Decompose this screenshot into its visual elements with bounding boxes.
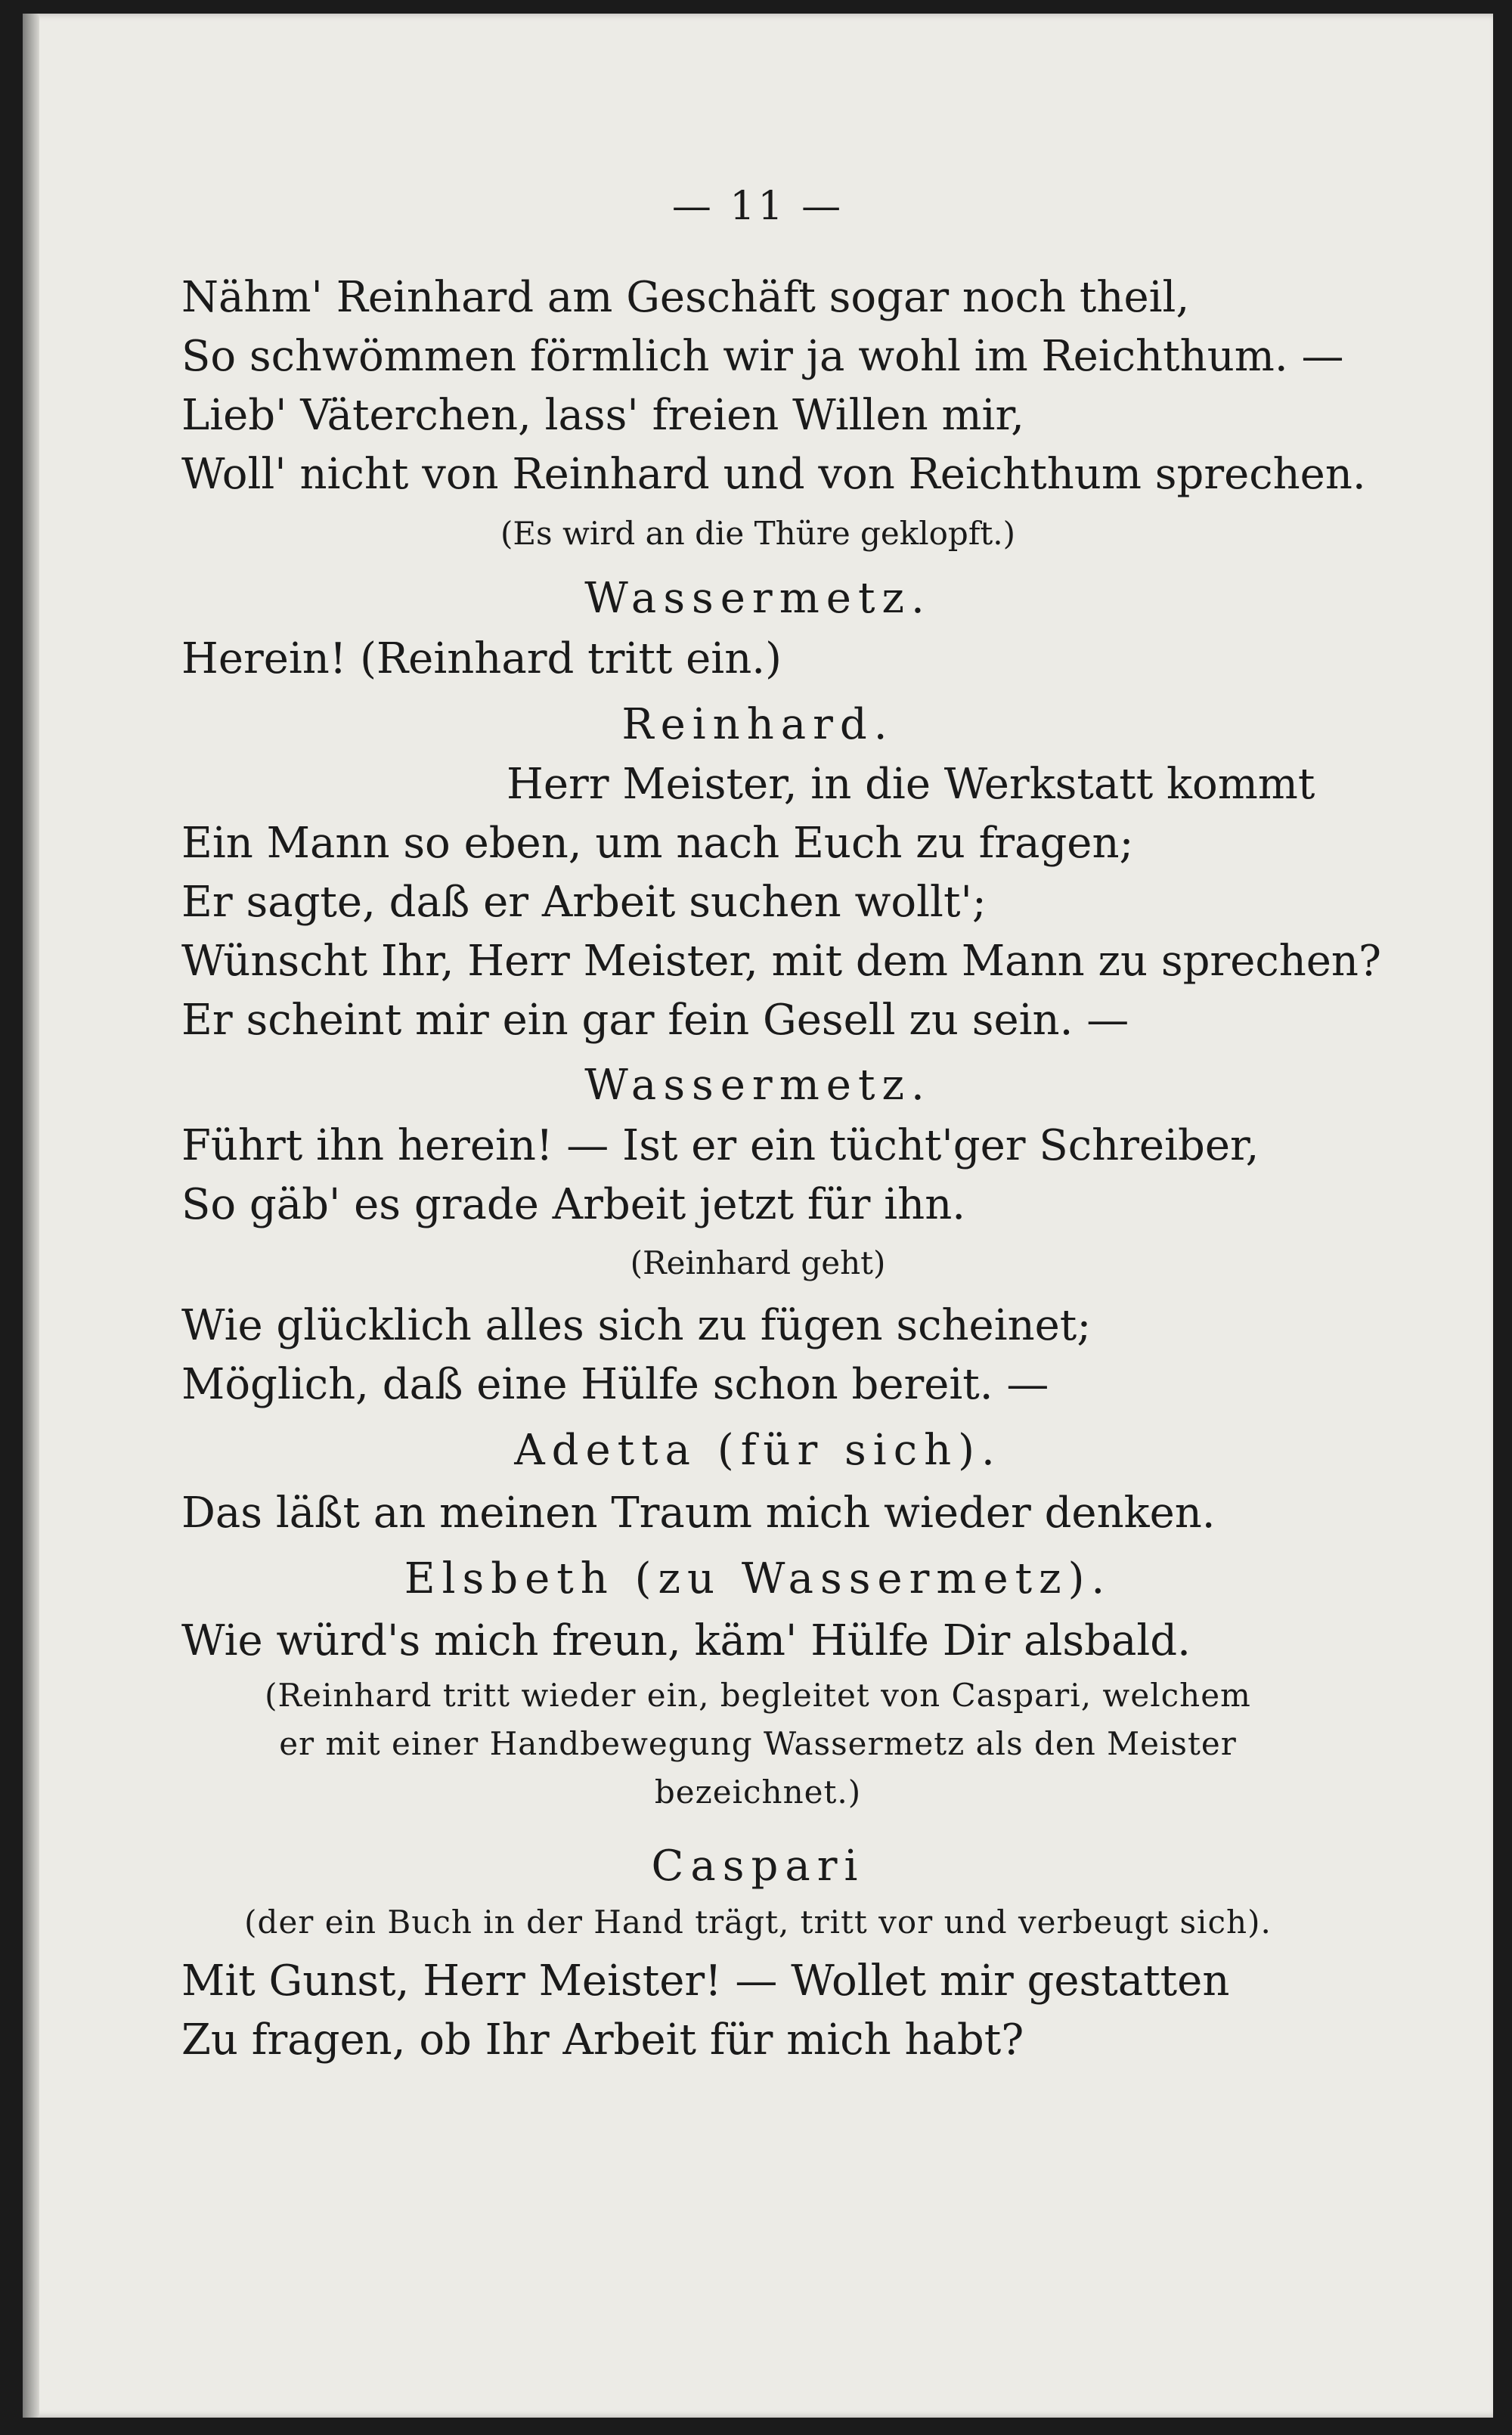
verse-line: Er scheint mir ein gar fein Gesell zu sein. — [181, 996, 1129, 1045]
stage-direction: (Reinhard tritt wieder ein, begleitet von Caspari, welchem [265, 1677, 1251, 1714]
verse-line: Woll' nicht von Reinhard und von Reichthum sprechen. [181, 450, 1366, 499]
verse-line: Wie glücklich alles sich zu fügen scheinet; [181, 1301, 1092, 1350]
verse-line: Herr Meister, in die Werkstatt kommt [507, 760, 1315, 809]
verse-line: Das läßt an meinen Traum mich wieder denken. [181, 1489, 1216, 1538]
stage-direction: (Reinhard geht) [630, 1244, 886, 1281]
speaker-name: Adetta (für sich). [514, 1426, 1002, 1475]
speaker-name: Caspari [651, 1842, 865, 1891]
verse-line: Lieb' Väterchen, lass' freien Willen mir, [181, 391, 1024, 440]
page-content [23, 14, 1493, 2418]
verse-line: Wünscht Ihr, Herr Meister, mit dem Mann zu sprechen? [181, 937, 1382, 986]
verse-line: Führt ihn herein! — Ist er ein tücht'ger Schreiber, [181, 1121, 1259, 1170]
verse-line: So schwömmen förmlich wir ja wohl im Reichthum. — [181, 332, 1344, 381]
stage-direction: bezeichnet.) [654, 1774, 862, 1811]
verse-line: Möglich, daß eine Hülfe schon bereit. — [181, 1360, 1049, 1409]
verse-line: Ein Mann so eben, um nach Euch zu fragen; [181, 819, 1134, 868]
speaker-name: Wassermetz. [584, 1061, 931, 1110]
stage-direction: (Es wird an die Thüre geklopft.) [500, 515, 1015, 552]
stage-direction: (der ein Buch in der Hand trägt, tritt vor und verbeugt sich). [244, 1904, 1272, 1941]
stage-direction: er mit einer Handbewegung Wassermetz als den Meister [279, 1725, 1237, 1762]
verse-line: Nähm' Reinhard am Geschäft sogar noch theil, [181, 273, 1190, 322]
speaker-name: Wassermetz. [584, 574, 931, 623]
speaker-name: Elsbeth (zu Wassermetz). [404, 1554, 1112, 1603]
speaker-name: Reinhard. [621, 700, 894, 749]
book-page [23, 14, 1493, 2418]
verse-line: Wie würd's mich freun, käm' Hülfe Dir alsbald. [181, 1616, 1191, 1665]
page-number: — 11 — [671, 184, 844, 229]
verse-line: Herein! (Reinhard tritt ein.) [181, 634, 782, 683]
verse-line: Zu fragen, ob Ihr Arbeit für mich habt? [181, 2015, 1024, 2065]
verse-line: Er sagte, daß er Arbeit suchen wollt'; [181, 878, 987, 927]
verse-line: So gäb' es grade Arbeit jetzt für ihn. [181, 1180, 966, 1229]
verse-line: Mit Gunst, Herr Meister! — Wollet mir gestatten [181, 1956, 1230, 2006]
